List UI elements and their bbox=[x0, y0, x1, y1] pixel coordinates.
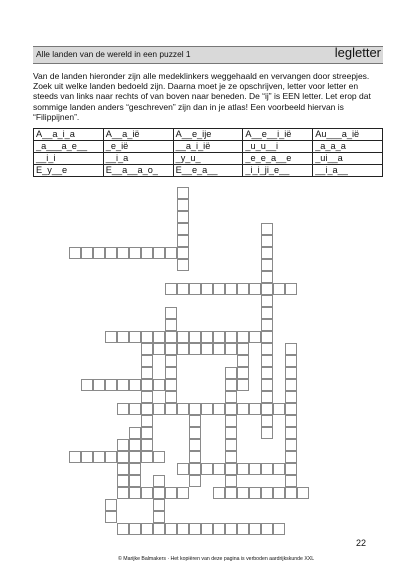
crossword-cell[interactable] bbox=[285, 355, 297, 367]
word-clue: A__a_ië bbox=[103, 129, 173, 141]
crossword-cell[interactable] bbox=[165, 331, 177, 343]
crossword-cell[interactable] bbox=[225, 487, 237, 499]
crossword-cell[interactable] bbox=[129, 403, 141, 415]
crossword-cell[interactable] bbox=[261, 283, 273, 295]
crossword-cell[interactable] bbox=[117, 463, 129, 475]
crossword-cell[interactable] bbox=[69, 451, 81, 463]
crossword-cell[interactable] bbox=[273, 463, 285, 475]
crossword-cell[interactable] bbox=[153, 487, 165, 499]
crossword-cell[interactable] bbox=[153, 343, 165, 355]
word-clue: __i_a__ bbox=[313, 165, 383, 177]
crossword-cell[interactable] bbox=[93, 379, 105, 391]
crossword-cell[interactable] bbox=[165, 247, 177, 259]
crossword-cell[interactable] bbox=[285, 487, 297, 499]
word-clue: _i_i_ji_e__ bbox=[243, 165, 313, 177]
crossword-cell[interactable] bbox=[141, 451, 153, 463]
crossword-cell[interactable] bbox=[237, 523, 249, 535]
word-clue: _ui__a bbox=[313, 153, 383, 165]
crossword-cell[interactable] bbox=[261, 379, 273, 391]
crossword-cell[interactable] bbox=[261, 235, 273, 247]
crossword-cell[interactable] bbox=[273, 283, 285, 295]
word-clue: E__e_a__ bbox=[173, 165, 243, 177]
crossword-cell[interactable] bbox=[261, 319, 273, 331]
page-number: 22 bbox=[356, 538, 367, 548]
crossword-cell[interactable] bbox=[177, 463, 189, 475]
crossword-cell[interactable] bbox=[141, 331, 153, 343]
word-clue: __i_a bbox=[103, 153, 173, 165]
crossword-cell[interactable] bbox=[225, 379, 237, 391]
crossword-cell[interactable] bbox=[129, 247, 141, 259]
crossword-cell[interactable] bbox=[225, 391, 237, 403]
crossword-cell[interactable] bbox=[141, 247, 153, 259]
crossword-cell[interactable] bbox=[117, 379, 129, 391]
crossword-cell[interactable] bbox=[261, 463, 273, 475]
crossword-cell[interactable] bbox=[285, 427, 297, 439]
crossword-cell[interactable] bbox=[285, 283, 297, 295]
crossword-cell[interactable] bbox=[285, 379, 297, 391]
crossword-cell[interactable] bbox=[177, 187, 189, 199]
crossword-cell[interactable] bbox=[237, 331, 249, 343]
crossword-cell[interactable] bbox=[81, 247, 93, 259]
crossword-cell[interactable] bbox=[189, 451, 201, 463]
crossword-cell[interactable] bbox=[189, 475, 201, 487]
crossword-cell[interactable] bbox=[273, 487, 285, 499]
crossword-cell[interactable] bbox=[117, 403, 129, 415]
crossword-cell[interactable] bbox=[141, 427, 153, 439]
crossword-cell[interactable] bbox=[177, 331, 189, 343]
crossword-cell[interactable] bbox=[225, 475, 237, 487]
crossword-cell[interactable] bbox=[165, 487, 177, 499]
word-clue: E_y__e bbox=[34, 165, 104, 177]
crossword-cell[interactable] bbox=[189, 439, 201, 451]
crossword-cell[interactable] bbox=[261, 343, 273, 355]
crossword-cell[interactable] bbox=[225, 439, 237, 451]
crossword-cell[interactable] bbox=[273, 403, 285, 415]
crossword-cell[interactable] bbox=[261, 295, 273, 307]
word-clue-table bbox=[33, 128, 383, 177]
word-clue: A__e_ije bbox=[173, 129, 243, 141]
crossword-cell[interactable] bbox=[153, 475, 165, 487]
crossword-cell[interactable] bbox=[225, 283, 237, 295]
crossword-cell[interactable] bbox=[249, 523, 261, 535]
crossword-cell[interactable] bbox=[237, 343, 249, 355]
crossword-cell[interactable] bbox=[189, 427, 201, 439]
crossword-cell[interactable] bbox=[153, 511, 165, 523]
crossword-cell[interactable] bbox=[153, 403, 165, 415]
crossword-cell[interactable] bbox=[141, 379, 153, 391]
crossword-cell[interactable] bbox=[117, 487, 129, 499]
crossword-cell[interactable] bbox=[105, 511, 117, 523]
worksheet-title: Alle landen van de wereld in een puzzel 1 bbox=[36, 49, 191, 59]
word-clue: _a___a_e__ bbox=[34, 141, 104, 153]
crossword-cell[interactable] bbox=[261, 415, 273, 427]
crossword-cell[interactable] bbox=[129, 523, 141, 535]
crossword-cell[interactable] bbox=[129, 427, 141, 439]
crossword-cell[interactable] bbox=[225, 415, 237, 427]
copyright-footer: © Marijke Balmakers · Het kopiëren van deze pagina is verboden aardrijkskunde XXL bbox=[118, 556, 315, 562]
crossword-cell[interactable] bbox=[177, 247, 189, 259]
crossword-cell[interactable] bbox=[81, 451, 93, 463]
crossword-cell[interactable] bbox=[261, 427, 273, 439]
crossword-cell[interactable] bbox=[261, 247, 273, 259]
crossword-cell[interactable] bbox=[285, 463, 297, 475]
crossword-cell[interactable] bbox=[129, 463, 141, 475]
crossword-cell[interactable] bbox=[225, 331, 237, 343]
crossword-cell[interactable] bbox=[129, 487, 141, 499]
crossword-cell[interactable] bbox=[285, 439, 297, 451]
table-row bbox=[34, 153, 383, 165]
word-clue: _u_u__i bbox=[243, 141, 313, 153]
worksheet-header bbox=[33, 46, 383, 64]
crossword-cell[interactable] bbox=[225, 343, 237, 355]
crossword-cell[interactable] bbox=[153, 451, 165, 463]
crossword-cell[interactable] bbox=[189, 331, 201, 343]
crossword-cell[interactable] bbox=[201, 523, 213, 535]
crossword-cell[interactable] bbox=[189, 463, 201, 475]
crossword-cell[interactable] bbox=[225, 427, 237, 439]
crossword-cell[interactable] bbox=[105, 331, 117, 343]
crossword-cell[interactable] bbox=[261, 391, 273, 403]
crossword-cell[interactable] bbox=[129, 475, 141, 487]
crossword-cell[interactable] bbox=[153, 247, 165, 259]
crossword-cell[interactable] bbox=[261, 523, 273, 535]
crossword-cell[interactable] bbox=[225, 463, 237, 475]
crossword-cell[interactable] bbox=[189, 403, 201, 415]
crossword-cell[interactable] bbox=[261, 271, 273, 283]
crossword-cell[interactable] bbox=[189, 283, 201, 295]
crossword-cell[interactable] bbox=[261, 367, 273, 379]
crossword-cell[interactable] bbox=[117, 247, 129, 259]
crossword-cell[interactable] bbox=[261, 259, 273, 271]
crossword-cell[interactable] bbox=[201, 331, 213, 343]
crossword-cell[interactable] bbox=[285, 451, 297, 463]
word-clue: _e_e_a__e bbox=[243, 153, 313, 165]
crossword-cell[interactable] bbox=[177, 283, 189, 295]
crossword-cell[interactable] bbox=[105, 247, 117, 259]
crossword-cell[interactable] bbox=[249, 403, 261, 415]
word-clue: _y_u_ bbox=[173, 153, 243, 165]
crossword-cell[interactable] bbox=[153, 379, 165, 391]
crossword-cell[interactable] bbox=[249, 331, 261, 343]
table-row bbox=[34, 141, 383, 153]
crossword-cell[interactable] bbox=[201, 463, 213, 475]
crossword-cell[interactable] bbox=[129, 451, 141, 463]
crossword-cell[interactable] bbox=[105, 451, 117, 463]
crossword-cell[interactable] bbox=[165, 319, 177, 331]
crossword-cell[interactable] bbox=[129, 379, 141, 391]
crossword-cell[interactable] bbox=[153, 499, 165, 511]
crossword-cell[interactable] bbox=[141, 367, 153, 379]
crossword-cell[interactable] bbox=[249, 463, 261, 475]
crossword-cell[interactable] bbox=[141, 487, 153, 499]
crossword-cell[interactable] bbox=[225, 403, 237, 415]
crossword-cell[interactable] bbox=[237, 283, 249, 295]
crossword-cell[interactable] bbox=[141, 343, 153, 355]
crossword-cell[interactable] bbox=[117, 523, 129, 535]
crossword-cell[interactable] bbox=[201, 403, 213, 415]
crossword-cell[interactable] bbox=[225, 451, 237, 463]
crossword-cell[interactable] bbox=[177, 403, 189, 415]
crossword-cell[interactable] bbox=[249, 283, 261, 295]
crossword-cell[interactable] bbox=[117, 451, 129, 463]
crossword-cell[interactable] bbox=[177, 343, 189, 355]
crossword-cell[interactable] bbox=[165, 391, 177, 403]
crossword-cell[interactable] bbox=[105, 379, 117, 391]
crossword-cell[interactable] bbox=[261, 331, 273, 343]
crossword-cell[interactable] bbox=[141, 391, 153, 403]
crossword-cell[interactable] bbox=[141, 439, 153, 451]
crossword-cell[interactable] bbox=[93, 451, 105, 463]
crossword-cell[interactable] bbox=[225, 367, 237, 379]
crossword-cell[interactable] bbox=[285, 391, 297, 403]
crossword-cell[interactable] bbox=[237, 487, 249, 499]
table-row bbox=[34, 129, 383, 141]
crossword-cell[interactable] bbox=[129, 331, 141, 343]
crossword-cell[interactable] bbox=[93, 247, 105, 259]
crossword-cell[interactable] bbox=[285, 415, 297, 427]
crossword-cell[interactable] bbox=[153, 331, 165, 343]
crossword-cell[interactable] bbox=[165, 283, 177, 295]
word-clue: __a_i_ië bbox=[173, 141, 243, 153]
crossword-cell[interactable] bbox=[165, 307, 177, 319]
crossword-cell[interactable] bbox=[213, 523, 225, 535]
crossword-cell[interactable] bbox=[237, 403, 249, 415]
crossword-cell[interactable] bbox=[165, 355, 177, 367]
crossword-cell[interactable] bbox=[141, 355, 153, 367]
crossword-cell[interactable] bbox=[201, 343, 213, 355]
crossword-cell[interactable] bbox=[117, 331, 129, 343]
crossword-cell[interactable] bbox=[237, 355, 249, 367]
word-clue: _a_a_a bbox=[313, 141, 383, 153]
crossword-cell[interactable] bbox=[261, 223, 273, 235]
crossword-cell[interactable] bbox=[213, 403, 225, 415]
crossword-cell[interactable] bbox=[177, 199, 189, 211]
crossword-cell[interactable] bbox=[177, 487, 189, 499]
crossword-cell[interactable] bbox=[165, 367, 177, 379]
crossword-cell[interactable] bbox=[213, 343, 225, 355]
crossword-cell[interactable] bbox=[141, 403, 153, 415]
crossword-cell[interactable] bbox=[153, 523, 165, 535]
crossword-cell[interactable] bbox=[189, 415, 201, 427]
crossword-cell[interactable] bbox=[177, 235, 189, 247]
crossword-cell[interactable] bbox=[285, 475, 297, 487]
crossword-cell[interactable] bbox=[261, 403, 273, 415]
crossword-cell[interactable] bbox=[69, 247, 81, 259]
crossword-cell[interactable] bbox=[189, 343, 201, 355]
crossword-cell[interactable] bbox=[141, 415, 153, 427]
crossword-cell[interactable] bbox=[165, 403, 177, 415]
crossword-cell[interactable] bbox=[177, 223, 189, 235]
crossword-cell[interactable] bbox=[285, 343, 297, 355]
crossword-cell[interactable] bbox=[213, 463, 225, 475]
crossword-cell[interactable] bbox=[213, 331, 225, 343]
crossword-cell[interactable] bbox=[225, 523, 237, 535]
word-clue: __i_i bbox=[34, 153, 104, 165]
crossword-cell[interactable] bbox=[297, 487, 309, 499]
crossword-cell[interactable] bbox=[249, 487, 261, 499]
crossword-cell[interactable] bbox=[261, 487, 273, 499]
crossword-cell[interactable] bbox=[117, 439, 129, 451]
crossword-cell[interactable] bbox=[177, 259, 189, 271]
crossword-cell[interactable] bbox=[177, 523, 189, 535]
crossword-cell[interactable] bbox=[129, 439, 141, 451]
word-clue: Au___a_ië bbox=[313, 129, 383, 141]
crossword-cell[interactable] bbox=[261, 355, 273, 367]
instructions: Van de landen hieronder zijn alle medeklinkers weggehaald en vervangen door streepjes. Zoek uit welke landen bedoeld zijn. Daarna moet je ze opschrijven, letter voor letter en steeds van links naar rechts of van boven naar beneden. De “ij” is EEN letter. Let erop dat sommige landen anders “geschreven” zijn dan in je atlas! Een voorbeeld hiervan is “Filippijnen”. bbox=[33, 71, 371, 122]
word-clue: A__a_i_a bbox=[34, 129, 104, 141]
crossword-cell[interactable] bbox=[117, 475, 129, 487]
crossword-cell[interactable] bbox=[165, 379, 177, 391]
crossword-cell[interactable] bbox=[261, 307, 273, 319]
crossword-cell[interactable] bbox=[177, 211, 189, 223]
table-row bbox=[34, 165, 383, 177]
worksheet-tag: legletter bbox=[334, 45, 381, 60]
word-clue: A__e__i_ië bbox=[243, 129, 313, 141]
crossword-cell[interactable] bbox=[285, 367, 297, 379]
word-clue: E__a__a_o_ bbox=[103, 165, 173, 177]
crossword-cell[interactable] bbox=[189, 523, 201, 535]
crossword-cell[interactable] bbox=[237, 463, 249, 475]
crossword-cell[interactable] bbox=[81, 379, 93, 391]
crossword-cell[interactable] bbox=[141, 523, 153, 535]
word-clue: _e_ië bbox=[103, 141, 173, 153]
crossword-cell[interactable] bbox=[105, 499, 117, 511]
crossword-cell[interactable] bbox=[213, 487, 225, 499]
crossword-cell[interactable] bbox=[273, 523, 285, 535]
crossword-cell[interactable] bbox=[213, 283, 225, 295]
crossword-cell[interactable] bbox=[237, 379, 249, 391]
crossword-cell[interactable] bbox=[165, 523, 177, 535]
crossword-cell[interactable] bbox=[165, 343, 177, 355]
crossword-cell[interactable] bbox=[237, 367, 249, 379]
crossword-cell[interactable] bbox=[201, 283, 213, 295]
crossword-cell[interactable] bbox=[285, 403, 297, 415]
